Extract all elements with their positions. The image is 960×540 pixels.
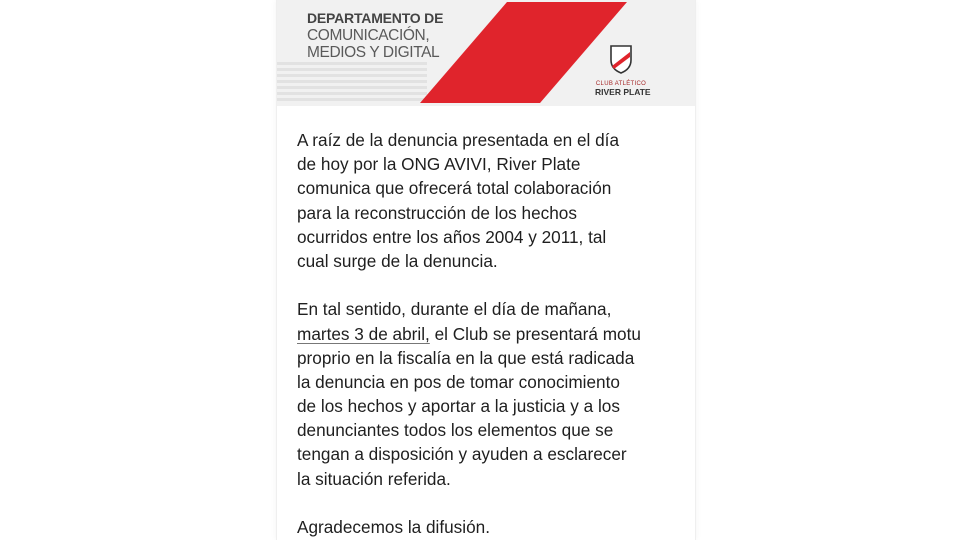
paragraph-1-line: de hoy por la ONG AVIVI, River Plate [297, 154, 581, 175]
closing-line: Agradecemos la difusión. [297, 517, 490, 537]
paragraph-2-line: denunciantes todos los elementos que se [297, 420, 614, 441]
paragraph-spacer [297, 491, 693, 515]
paragraph-2-line: tengan a disposición y ayuden a esclarecer [297, 444, 627, 465]
crest-club-name: RIVER PLATE [595, 87, 651, 97]
crest-club-label: CLUB ATLÉTICO [595, 81, 647, 87]
paragraph-2-line: de los hechos y aportar a la justicia y a los [297, 396, 620, 417]
paragraph-2-line: proprio en la fiscalía en la que está radicada [297, 347, 635, 368]
press-release-document [276, 0, 696, 540]
paragraph-2-line: la denuncia en pos de tomar conocimiento [297, 371, 620, 392]
paragraph-1-line: para la reconstrucción de los hechos [297, 202, 577, 223]
paragraph-2-line [297, 322, 693, 346]
river-plate-shield-icon [609, 44, 633, 74]
department-name [307, 10, 443, 61]
paragraph-1-line: A raíz de la denuncia presentada en el día [297, 130, 620, 150]
club-crest [595, 44, 651, 102]
paragraph-1-line: ocurridos entre los años 2004 y 2011, tal [297, 226, 607, 247]
statement-body [297, 128, 693, 539]
paragraph-1-line: comunica que ofrecerá total colaboración [297, 178, 612, 199]
department-line-2: COMUNICACIÓN, [307, 27, 430, 44]
department-line-1: DEPARTAMENTO DE [307, 10, 444, 26]
letterhead [277, 0, 695, 106]
department-line-3: MEDIOS Y DIGITAL [307, 44, 440, 61]
paragraph-1-line: cual surge de la denuncia. [297, 250, 498, 271]
paragraph-2-line-rest: el Club se presentará motu [429, 323, 641, 344]
paragraph-2-line: la situación referida. [297, 468, 451, 489]
highlighted-date: martes 3 de abril, [297, 323, 430, 344]
paragraph-spacer [297, 273, 693, 297]
paragraph-2-line: En tal sentido, durante el día de mañana, [297, 299, 612, 320]
